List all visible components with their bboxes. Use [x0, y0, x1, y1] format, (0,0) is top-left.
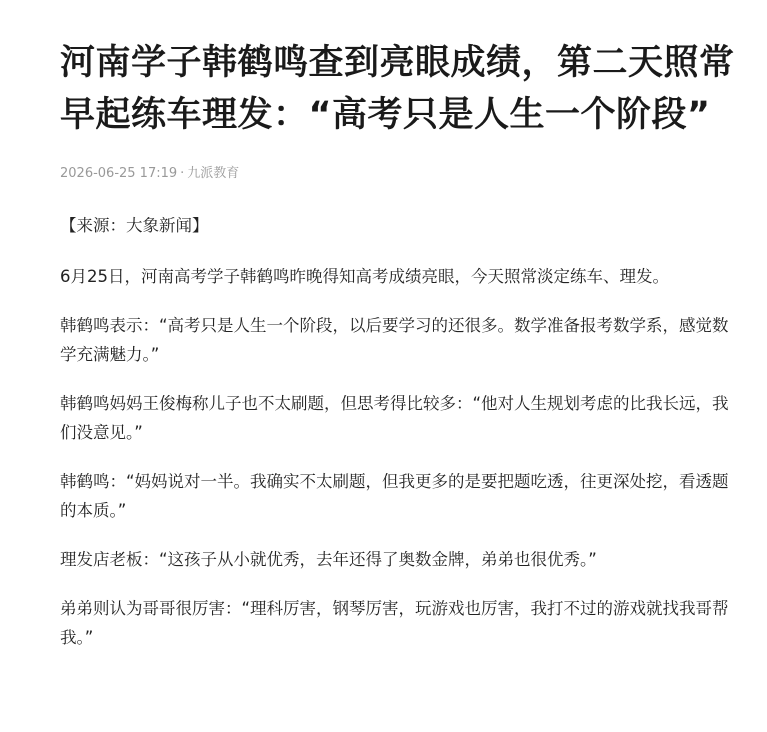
article-body: [60, 211, 743, 652]
paragraph-source: 【来源：大象新闻】: [60, 216, 209, 235]
paragraph: 6月25日，河南高考学子韩鹤鸣昨晚得知高考成绩亮眼，今天照常淡定练车、理发。: [60, 267, 669, 286]
paragraph: 理发店老板：“这孩子从小就优秀，去年还得了奥数金牌，弟弟也很优秀。”: [60, 550, 597, 569]
article-title: 河南学子韩鹤鸣查到亮眼成绩，第二天照常早起练车理发：“高考只是人生一个阶段”: [60, 43, 735, 135]
paragraph: 韩鹤鸣：“妈妈说对一半。我确实不太刷题，但我更多的是要把题吃透，往更深处挖，看透题的本质。”: [60, 472, 729, 520]
paragraph: 韩鹤鸣表示：“高考只是人生一个阶段，以后要学习的还很多。数学准备报考数学系，感觉数学充满魅力。”: [60, 316, 729, 364]
author-name[interactable]: 九派教育: [187, 166, 240, 181]
paragraph: 弟弟则认为哥哥很厉害：“理科厉害，钢琴厉害，玩游戏也厉害，我打不过的游戏就找我哥帮我。”: [60, 599, 729, 647]
article-meta: [60, 165, 743, 183]
meta-separator: ·: [180, 166, 185, 181]
paragraph: 韩鹤鸣妈妈王俊梅称儿子也不太刷题，但思考得比较多：“他对人生规划考虑的比我长远，我们没意见。”: [60, 394, 729, 442]
publish-datetime: 2026-06-25 17:19: [60, 166, 178, 181]
